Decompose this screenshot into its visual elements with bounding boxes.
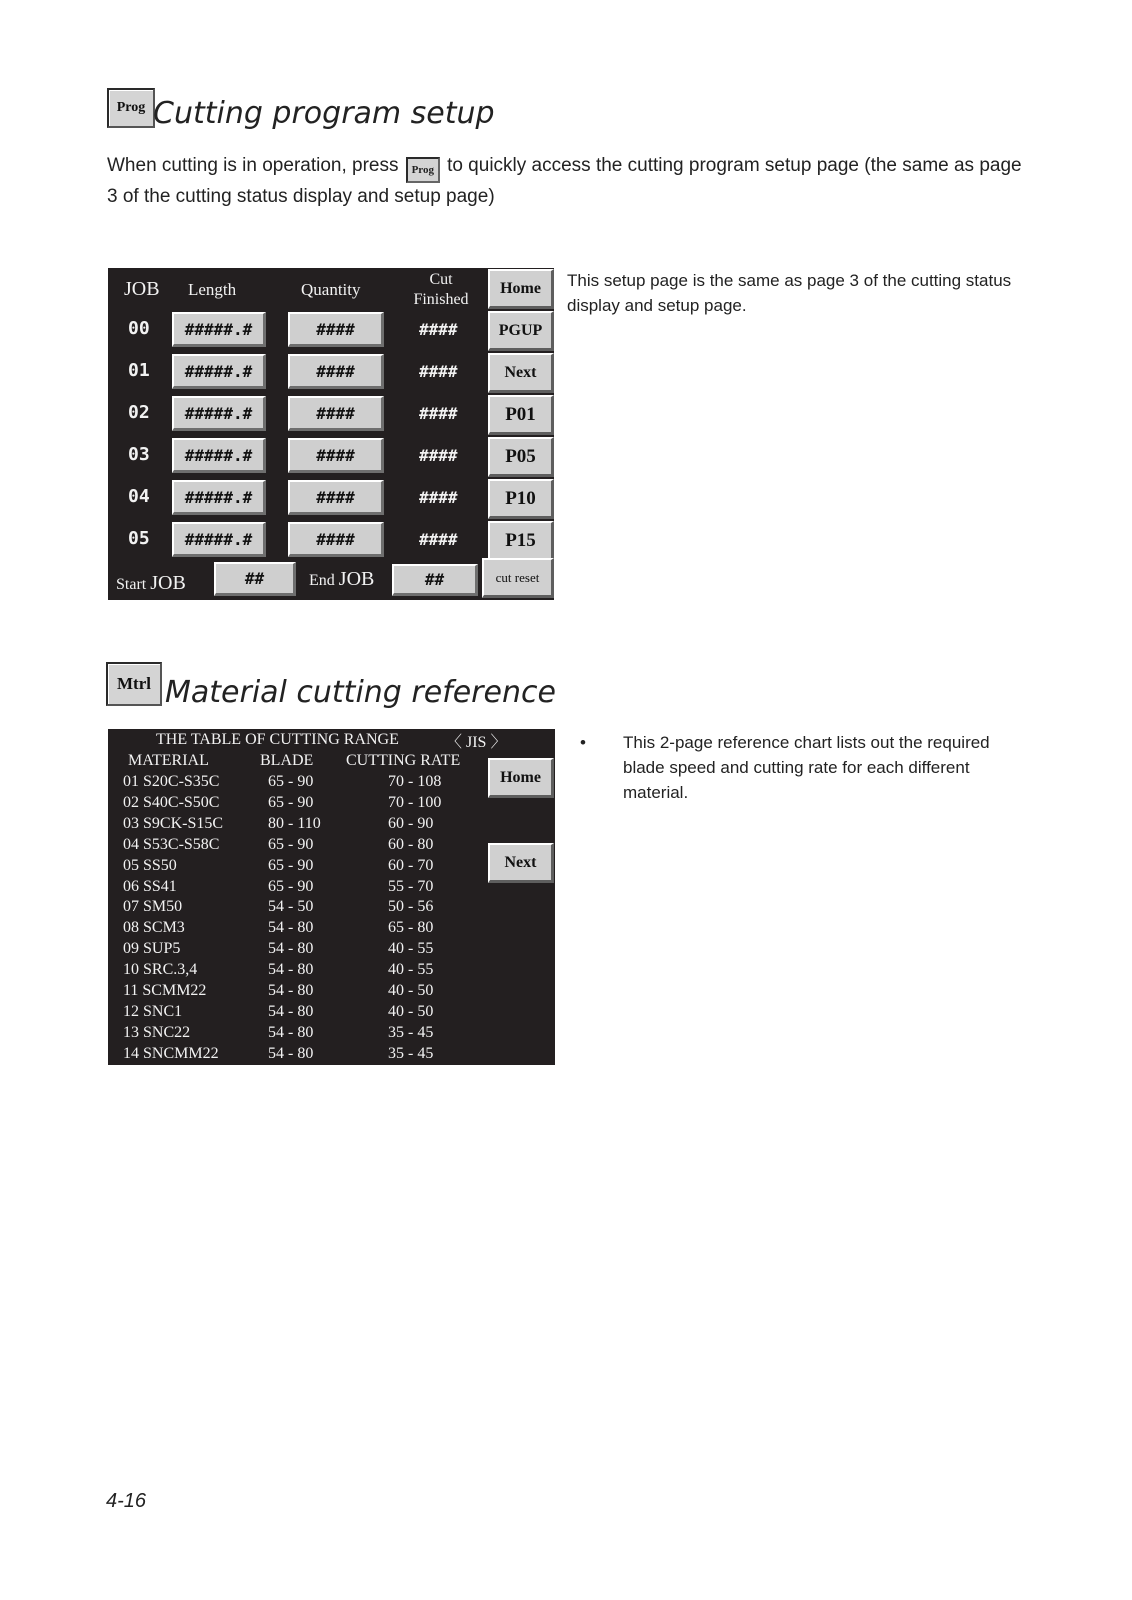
blade-cell: 54 - 80	[268, 982, 314, 999]
next-button[interactable]: Next	[488, 843, 554, 883]
cut-finished-value: ####	[419, 320, 458, 339]
start-word: Start	[116, 576, 147, 593]
next-button[interactable]: Next	[488, 353, 554, 393]
blade-cell: 65 - 90	[268, 835, 314, 853]
quantity-input[interactable]: ####	[288, 480, 384, 515]
blade-cell: 65 - 90	[268, 877, 314, 895]
pgup-button[interactable]: PGUP	[488, 311, 554, 351]
header-cut-finished: Cut Finished	[413, 271, 469, 308]
cut-finished-value: ####	[419, 488, 458, 507]
prog-side-note: This setup page is the same as page 3 of the cutting status display and setup page.	[567, 271, 1012, 315]
rate-cell: 55 - 70	[388, 877, 434, 895]
material-cell: 10 SRC.3,4	[123, 961, 198, 979]
length-input[interactable]: #####.#	[172, 480, 266, 515]
table-title: THE TABLE OF CUTTING RANGE	[156, 731, 399, 748]
rate-cell: 60 - 90	[388, 814, 434, 832]
rate-cell: 65 - 80	[388, 919, 434, 937]
end-job-word: JOB	[338, 568, 375, 590]
blade-cell: 65 - 90	[268, 793, 314, 811]
table-row	[108, 940, 483, 961]
home-button[interactable]: Home	[488, 269, 554, 309]
material-cell: 09 SUP5	[123, 940, 181, 958]
table-row	[108, 919, 483, 940]
table-row	[108, 982, 483, 1003]
cut-finished-value: ####	[419, 362, 458, 381]
rate-cell: 40 - 50	[388, 982, 434, 999]
material-reference-screen	[108, 729, 555, 1065]
mtrl-heading-icon	[106, 662, 162, 706]
material-cell: 03 S9CK-S15C	[123, 814, 224, 832]
table-row	[108, 1024, 483, 1045]
length-input[interactable]: #####.#	[172, 396, 266, 431]
material-cell: 02 S40C-S50C	[123, 793, 220, 811]
length-input[interactable]: #####.#	[172, 522, 266, 557]
table-row	[108, 857, 483, 878]
blade-cell: 54 - 80	[268, 919, 314, 937]
cut-finished-value: ####	[419, 404, 458, 423]
end-word: End	[309, 572, 335, 589]
prog-icon-label: Prog	[116, 100, 146, 115]
table-row	[108, 1045, 483, 1066]
mtrl-bullet-text: This 2-page reference chart lists out the required blade speed and cutting rate for each different material.	[623, 733, 990, 802]
table-row	[108, 898, 483, 919]
rate-cell: 60 - 70	[388, 856, 434, 874]
mtrl-icon-label: Mtrl	[117, 674, 151, 693]
material-cell: 04 S53C-S58C	[123, 835, 220, 853]
job-number: 03	[128, 444, 150, 465]
prog-heading-icon	[107, 88, 155, 128]
length-input[interactable]: #####.#	[172, 354, 266, 389]
job-number: 02	[128, 402, 150, 423]
rate-cell: 40 - 55	[388, 940, 434, 958]
program-setup-screen	[108, 268, 554, 600]
job-number: 04	[128, 486, 150, 507]
cut-reset-button[interactable]: cut reset	[482, 558, 554, 598]
table-row	[108, 878, 483, 899]
header-job: JOB	[124, 278, 160, 300]
material-cell: 13 SNC22	[123, 1023, 191, 1041]
end-label	[309, 568, 374, 591]
standard-label: 〈 JIS 〉	[446, 734, 507, 751]
job-number: 01	[128, 360, 150, 381]
blade-cell: 54 - 80	[268, 961, 314, 979]
table-row	[108, 815, 483, 836]
table-row	[108, 1003, 483, 1024]
p15-button[interactable]: P15	[488, 521, 554, 561]
blade-cell: 54 - 80	[268, 1023, 314, 1041]
bullet-dot: •	[580, 733, 586, 752]
material-cell: 08 SCM3	[123, 919, 185, 937]
material-cell: 05 SS50	[123, 856, 177, 874]
table-row	[108, 773, 483, 794]
material-cell: 11 SCMM22	[123, 982, 207, 999]
prog-section-title: Cutting program setup	[153, 96, 495, 131]
cut-finished-value: ####	[419, 446, 458, 465]
quantity-input[interactable]: ####	[288, 522, 384, 557]
blade-cell: 65 - 90	[268, 856, 314, 874]
rate-cell: 70 - 100	[388, 793, 442, 811]
rate-cell: 40 - 50	[388, 1002, 434, 1020]
material-cell: 14 SNCMM22	[123, 1044, 219, 1062]
quantity-input[interactable]: ####	[288, 354, 384, 389]
quantity-input[interactable]: ####	[288, 312, 384, 347]
start-job-input[interactable]: ##	[214, 562, 296, 596]
home-button[interactable]: Home	[488, 758, 554, 798]
quantity-input[interactable]: ####	[288, 438, 384, 473]
job-number: 05	[128, 528, 150, 549]
p01-button[interactable]: P01	[488, 395, 554, 435]
table-row	[108, 836, 483, 857]
rate-cell: 35 - 45	[388, 1023, 434, 1041]
length-input[interactable]: #####.#	[172, 438, 266, 473]
intro-text-after: to quickly access the cutting program setup page (the same as page 3 of the cutting status display and setup page)	[107, 155, 1022, 207]
table-row	[108, 961, 483, 982]
material-cell: 01 S20C-S35C	[123, 773, 220, 790]
p10-button[interactable]: P10	[488, 479, 554, 519]
start-label	[116, 572, 186, 595]
p05-button[interactable]: P05	[488, 437, 554, 477]
end-job-input[interactable]: ##	[392, 564, 478, 596]
material-cell: 06 SS41	[123, 877, 177, 895]
material-cell: 12 SNC1	[123, 1002, 183, 1020]
col-cutting-rate: CUTTING RATE	[346, 752, 461, 769]
page-number: 4-16	[106, 1490, 147, 1512]
start-job-word: JOB	[150, 572, 186, 594]
col-blade: BLADE	[260, 752, 314, 769]
table-row	[108, 794, 483, 815]
quantity-input[interactable]: ####	[288, 396, 384, 431]
blade-cell: 54 - 50	[268, 898, 314, 916]
rate-cell: 50 - 56	[388, 898, 434, 916]
rate-cell: 60 - 80	[388, 835, 434, 853]
rate-cell: 40 - 55	[388, 961, 434, 979]
mtrl-section-title: Material cutting reference	[165, 675, 556, 710]
cut-finished-value: ####	[419, 530, 458, 549]
length-input[interactable]: #####.#	[172, 312, 266, 347]
job-number: 00	[128, 318, 150, 339]
blade-cell: 65 - 90	[268, 773, 314, 790]
blade-cell: 54 - 80	[268, 940, 314, 958]
blade-cell: 54 - 80	[268, 1002, 314, 1020]
blade-cell: 54 - 80	[268, 1044, 314, 1062]
prog-intro-paragraph	[107, 152, 1022, 210]
col-material: MATERIAL	[128, 752, 209, 769]
rate-cell: 35 - 45	[388, 1044, 434, 1062]
blade-cell: 80 - 110	[268, 814, 321, 832]
intro-text-before: When cutting is in operation, press	[107, 155, 399, 176]
rate-cell: 70 - 108	[388, 773, 442, 790]
prog-inline-icon: Prog	[406, 157, 440, 183]
header-length: Length	[188, 280, 237, 299]
material-cell: 07 SM50	[123, 898, 183, 916]
header-quantity: Quantity	[301, 280, 361, 299]
